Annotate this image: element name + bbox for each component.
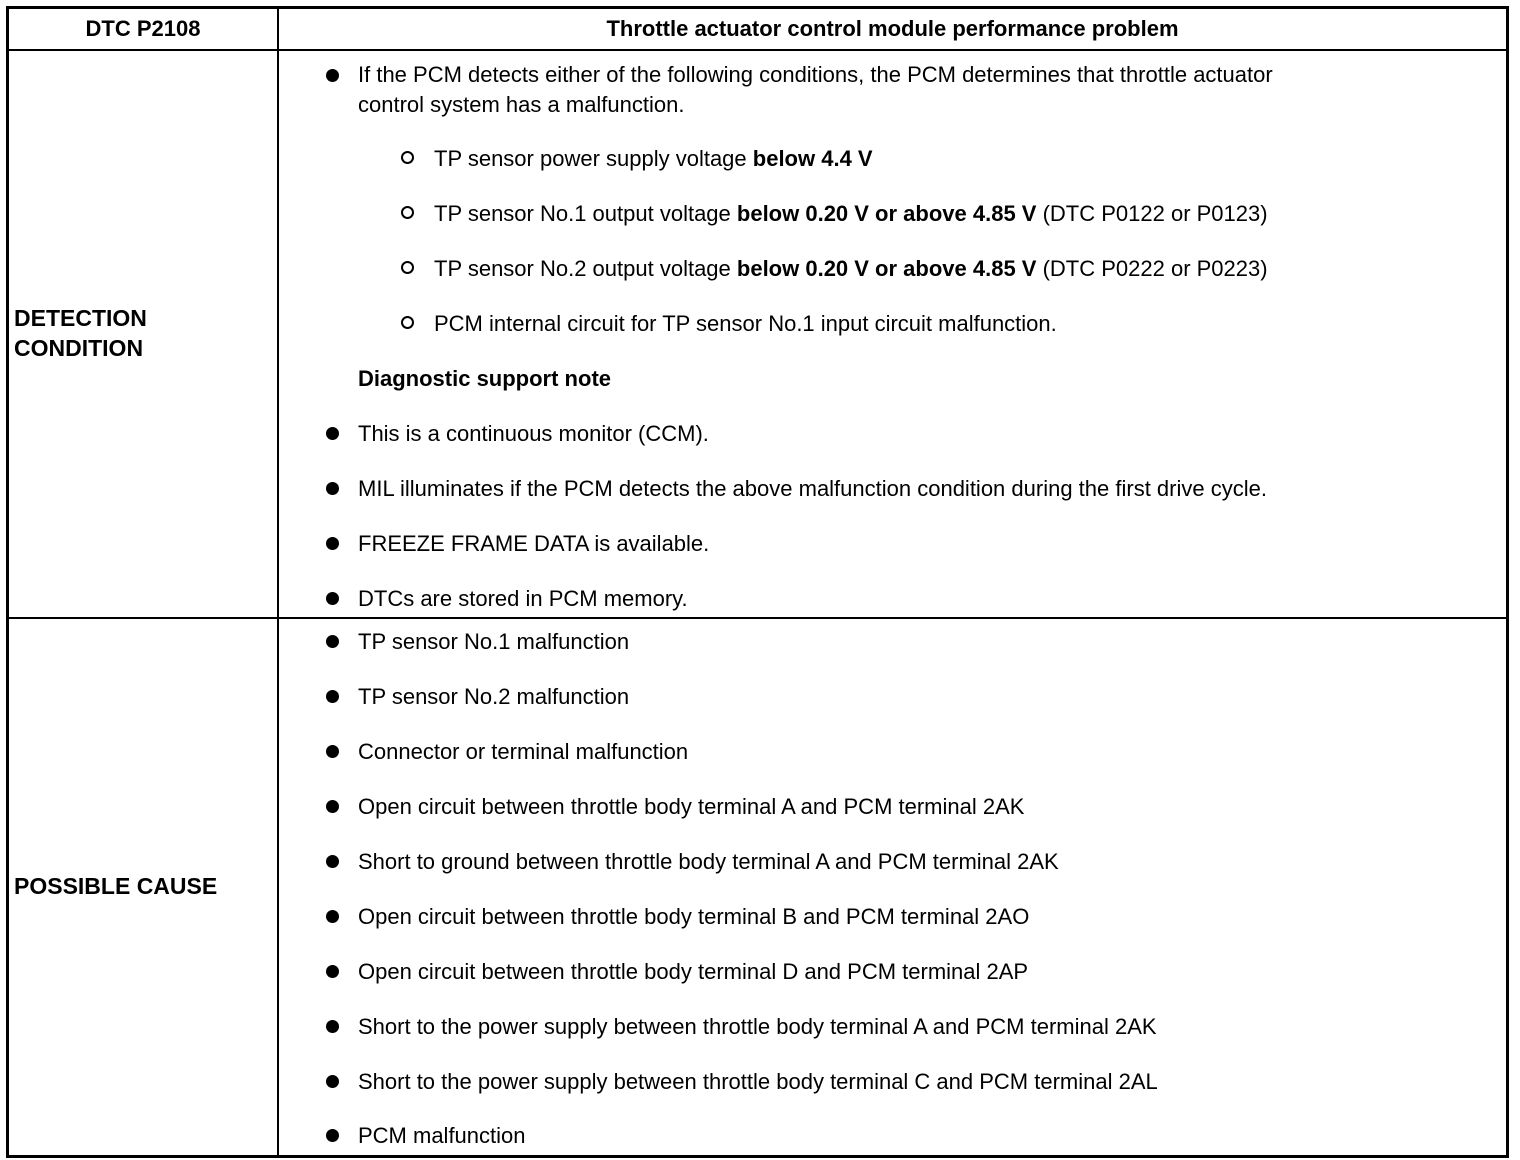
cause-text: Short to the power supply between throttle body terminal A and PCM terminal 2AK bbox=[358, 1014, 1157, 1039]
cause-text: TP sensor No.1 malfunction bbox=[358, 629, 630, 654]
condition-text: TP sensor No.2 output voltage bbox=[434, 256, 737, 281]
bullet-icon bbox=[326, 855, 339, 868]
bullet-icon bbox=[326, 592, 339, 605]
possible-cause-label: POSSIBLE CAUSE bbox=[14, 873, 218, 899]
hollow-circle-icon bbox=[401, 316, 414, 329]
bullet-icon bbox=[326, 1075, 339, 1088]
bullet-icon bbox=[326, 800, 339, 813]
condition-text: TP sensor power supply voltage bbox=[434, 146, 753, 171]
note-text: MIL illuminates if the PCM detects the above malfunction condition during the first drive cycle. bbox=[358, 476, 1267, 501]
column-divider bbox=[277, 9, 279, 1155]
cause-text: Open circuit between throttle body terminal D and PCM terminal 2AP bbox=[358, 959, 1029, 984]
bullet-icon bbox=[326, 965, 339, 978]
condition-text: TP sensor No.1 output voltage bbox=[434, 201, 737, 226]
condition-threshold: below 4.4 V bbox=[752, 146, 873, 171]
bullet-icon bbox=[326, 690, 339, 703]
note-text: FREEZE FRAME DATA is available. bbox=[358, 531, 710, 556]
detection-condition-label bbox=[14, 303, 272, 363]
note-text: DTCs are stored in PCM memory. bbox=[358, 586, 688, 611]
cause-text: Short to ground between throttle body terminal A and PCM terminal 2AK bbox=[358, 849, 1059, 874]
bullet-icon bbox=[326, 635, 339, 648]
condition-threshold: below 0.20 V or above 4.85 V bbox=[736, 201, 1037, 226]
cause-text: PCM malfunction bbox=[358, 1123, 526, 1148]
condition-text: PCM internal circuit for TP sensor No.1 input circuit malfunction. bbox=[434, 311, 1057, 336]
cause-text: Open circuit between throttle body terminal B and PCM terminal 2AO bbox=[358, 904, 1030, 929]
condition-threshold: below 0.20 V or above 4.85 V bbox=[736, 256, 1037, 281]
detection-label-line1: DETECTION bbox=[14, 305, 147, 331]
bullet-icon bbox=[326, 537, 339, 550]
detection-label-line2: CONDITION bbox=[14, 335, 144, 361]
hollow-circle-icon bbox=[401, 206, 414, 219]
dtc-title-header: Throttle actuator control module performance problem bbox=[606, 16, 1179, 41]
cause-text: Open circuit between throttle body terminal A and PCM terminal 2AK bbox=[358, 794, 1025, 819]
cause-text: TP sensor No.2 malfunction bbox=[358, 684, 630, 709]
bullet-icon bbox=[326, 1129, 339, 1142]
dtc-table bbox=[6, 6, 1509, 1158]
diagnostic-support-heading: Diagnostic support note bbox=[358, 366, 611, 391]
cause-text: Short to the power supply between throttle body terminal C and PCM terminal 2AL bbox=[358, 1069, 1158, 1094]
hollow-circle-icon bbox=[401, 261, 414, 274]
header-divider bbox=[9, 49, 1506, 51]
hollow-circle-icon bbox=[401, 151, 414, 164]
detection-intro-line1: If the PCM detects either of the following conditions, the PCM determines that throttle actuator bbox=[358, 62, 1273, 87]
condition-dtc: (DTC P0122 or P0123) bbox=[1036, 201, 1268, 226]
bullet-icon bbox=[326, 1020, 339, 1033]
bullet-icon bbox=[326, 427, 339, 440]
row-divider bbox=[9, 617, 1506, 619]
cause-text: Connector or terminal malfunction bbox=[358, 739, 689, 764]
condition-dtc: (DTC P0222 or P0223) bbox=[1036, 256, 1268, 281]
dtc-code-header: DTC P2108 bbox=[85, 16, 201, 41]
detection-intro-line2: control system has a malfunction. bbox=[358, 92, 685, 117]
bullet-icon bbox=[326, 482, 339, 495]
bullet-icon bbox=[326, 745, 339, 758]
note-text: This is a continuous monitor (CCM). bbox=[358, 421, 709, 446]
bullet-icon bbox=[326, 69, 339, 82]
bullet-icon bbox=[326, 910, 339, 923]
